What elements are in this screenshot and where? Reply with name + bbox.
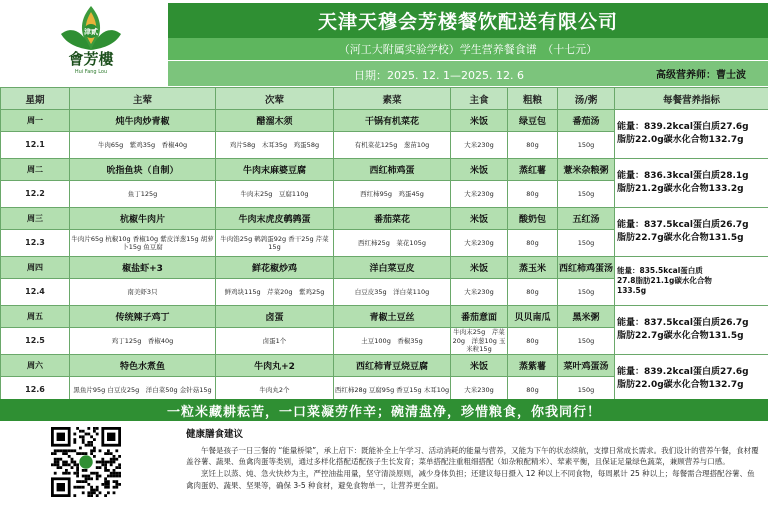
ingredient-cell: 150g [558,181,615,208]
ingredient-cell: 西红柿25g 菜花105g [334,230,451,257]
ingredient-cell: 鸡片58g 木耳35g 鸡蛋58g [216,132,334,159]
column-header: 素菜 [334,88,451,110]
qr-code-icon [51,427,121,497]
ingredient-cell: 牛肉片65g 杭椒10g 香椒10g 紫皮洋葱15g 胡萝卜15g 鱼豆腐 [70,230,216,257]
logo-brand-name: 會芳樓 [68,50,114,68]
dish-cell: 番茄汤 [558,110,615,132]
ingredient-cell: 西红柿95g 鸡蛋45g [334,181,451,208]
column-header: 次荤 [216,88,334,110]
ingredient-cell: 黑鱼片95g 白豆皮25g 洋白菜50g 金针菇15g [70,377,216,404]
weekday-cell: 周六 [1,355,70,377]
dish-cell: 椒盐虾+3 [70,257,216,279]
ingredient-cell: 150g [558,377,615,404]
ingredient-cell: 大米230g [451,279,508,306]
nutrition-line: 133.5g [617,286,647,296]
ingredient-cell: 有机菜花125g 葱苗10g [334,132,451,159]
column-header: 粗粮 [508,88,558,110]
diet-advice [186,428,762,491]
leaf-logo-icon [57,4,125,52]
ingredient-cell: 150g [558,132,615,159]
ingredient-cell: 卤蛋1个 [216,328,334,355]
dish-cell: 黑米粥 [558,306,615,328]
ingredient-cell: 牛肉馅25g 鹌鹑蛋92g 香干25g 芹菜15g [216,230,334,257]
logo-brand-en: Hui Fang Lou [74,69,108,75]
nutrition-line: 脂肪22.0g碳水化合物132.7g [617,135,744,145]
dish-row [1,110,768,132]
ingredient-cell: 牛肉末25g 芹菜20g 洋葱10g 玉米粒15g [451,328,508,355]
advice-paragraph: 午餐是孩子一日三餐的 “能量桥梁”，承上启下：既能补全上午学习、活动消耗的能量与营养，又能为下午的状态续航，支撑日常成长需求。我们设计的营养午餐，食材覆盖谷薯、蔬果、鱼禽肉蛋等类别，通过多样化搭配适配孩子生长发育；菜单搭配注重粗细搭配（如杂粮配精米）、荤素平衡，且保证足量绿色蔬菜，兼顾营养与口感。 [186,445,759,467]
dish-cell: 酸奶包 [508,208,558,230]
date-range: 日期：2025. 12. 1—2025. 12. 6 [354,69,524,82]
company-logo [0,0,165,86]
column-header: 主荤 [70,88,216,110]
dish-cell: 醋溜木须 [216,110,334,132]
nutrition-cell [615,306,768,355]
ingredient-cell: 大米230g [451,132,508,159]
nutrition-line: 27.8脂肪21.1g碳水化合物 [617,275,712,285]
dish-cell: 青椒土豆丝 [334,306,451,328]
ingredient-cell: 鲜鸡块115g 芹菜20g 紫鸡25g [216,279,334,306]
nutrition-line: 脂肪21.2g碳水化合物133.2g [617,184,744,194]
dish-cell: 西红柿鸡蛋汤 [558,257,615,279]
dish-cell: 米饭 [451,110,508,132]
dish-cell: 牛肉丸+2 [216,355,334,377]
nutrition-line: 能量：836.3kcal蛋白质28.1g [617,170,749,181]
column-header: 主食 [451,88,508,110]
dish-cell: 炖牛肉炒青椒 [70,110,216,132]
ingredient-cell: 大米230g [451,377,508,404]
ingredient-cell: 80g [508,328,558,355]
ingredient-cell: 牛肉丸2个 [216,377,334,404]
date-cell: 12.1 [1,132,70,159]
dish-cell: 五红汤 [558,208,615,230]
dish-cell: 西红柿鸡蛋 [334,159,451,181]
dish-cell: 贝贝南瓜 [508,306,558,328]
dish-cell: 米饭 [451,208,508,230]
weekday-cell: 周一 [1,110,70,132]
ingredient-cell: 80g [508,181,558,208]
dish-cell: 薏米杂粮粥 [558,159,615,181]
dish-cell: 西红柿青豆烧豆腐 [334,355,451,377]
ingredient-cell: 西红柿28g 豆腐95g 香豆15g 木耳10g [334,377,451,404]
svg-text:津貳: 津貳 [84,28,98,36]
nutrition-line: 能量：835.5kcal蛋白质 [617,265,703,275]
ingredient-cell: 鱼丁125g [70,181,216,208]
nutrition-line: 脂肪22.7g碳水化合物131.5g [617,233,744,243]
nutrition-line: 脂肪22.0g碳水化合物132.7g [617,380,744,390]
dish-cell: 米饭 [451,257,508,279]
dish-cell: 干锅有机菜花 [334,110,451,132]
weekday-cell: 周二 [1,159,70,181]
ingredient-cell: 牛肉末25g 豆腐110g [216,181,334,208]
nutrition-cell [615,208,768,257]
ingredient-cell: 80g [508,377,558,404]
ingredient-cell: 白豆皮35g 洋白菜110g [334,279,451,306]
ingredient-cell: 80g [508,132,558,159]
ingredient-cell: 牛肉65g 紫鸡35g 香椒40g [70,132,216,159]
dish-row [1,208,768,230]
dish-cell: 吮指鱼块（自制） [70,159,216,181]
dish-row [1,306,768,328]
column-header: 星期 [1,88,70,110]
dish-cell: 番茄菜花 [334,208,451,230]
nutrition-cell [615,355,768,404]
date-cell: 12.5 [1,328,70,355]
nutrition-cell [615,257,768,306]
ingredient-cell: 150g [558,230,615,257]
date-cell: 12.6 [1,377,70,404]
nutritionist-label: 高级营养师：曹士波 [656,70,746,81]
dish-cell: 番茄意面 [451,306,508,328]
dish-cell: 米饭 [451,355,508,377]
ingredient-cell: 鸡丁125g 香椒40g [70,328,216,355]
dish-cell: 蒸红薯 [508,159,558,181]
nutrition-cell [615,110,768,159]
dish-row [1,355,768,377]
weekday-cell: 周三 [1,208,70,230]
dish-cell: 蒸紫薯 [508,355,558,377]
ingredient-cell: 150g [558,279,615,306]
dish-cell: 卤蛋 [216,306,334,328]
advice-paragraph: 烹饪上以蒸、炖、急火快炒为主，严控油盐用量，坚守清淡原则，减少身体负担；还建议每日摄入 12 种以上不同食物，每周累计 25 种以上；每餐需合理搭配谷薯、鱼禽肉蛋奶、蔬果、坚果等，确保 3-5 种食材，避免食物单一，让营养更全面。 [186,468,755,490]
weekday-cell: 周五 [1,306,70,328]
ingredient-cell: 南美虾3只 [70,279,216,306]
nutrition-cell [615,159,768,208]
column-header: 汤/粥 [558,88,615,110]
dish-cell: 特色水煮鱼 [70,355,216,377]
dish-cell: 杭椒牛肉片 [70,208,216,230]
nutrition-line: 能量：839.2kcal蛋白质27.6g [617,121,749,132]
dish-cell: 传统辣子鸡丁 [70,306,216,328]
date-cell: 12.2 [1,181,70,208]
dish-cell: 牛肉末麻婆豆腐 [216,159,334,181]
nutrition-line: 能量：837.5kcal蛋白质26.7g [617,317,749,328]
column-header: 每餐营养指标 [615,88,768,110]
dish-cell: 牛肉末虎皮鹌鹑蛋 [216,208,334,230]
dish-cell: 洋白菜豆皮 [334,257,451,279]
ingredient-cell: 80g [508,279,558,306]
ingredient-cell: 150g [558,328,615,355]
dish-cell: 蒸玉米 [508,257,558,279]
nutrition-line: 能量：837.5kcal蛋白质26.7g [617,219,749,230]
ingredient-cell: 大米230g [451,181,508,208]
nutrition-line: 能量：839.2kcal蛋白质27.6g [617,366,749,377]
dish-row [1,257,768,279]
dish-cell: 鲜花椒炒鸡 [216,257,334,279]
ingredient-cell: 土豆100g 香椒35g [334,328,451,355]
dish-row [1,159,768,181]
date-bar [168,61,768,86]
ingredient-cell: 80g [508,230,558,257]
slogan-banner: 一粒米藏耕耘苦，一口菜凝劳作辛；碗清盘净，珍惜粮食，你我同行！ [0,399,768,421]
dish-cell: 米饭 [451,159,508,181]
dish-cell: 菜叶鸡蛋汤 [558,355,615,377]
menu-table [0,87,768,404]
date-cell: 12.3 [1,230,70,257]
ingredient-cell: 大米230g [451,230,508,257]
menu-subtitle: （河工大附属实验学校）学生营养餐食谱 （十七元） [168,38,768,60]
weekday-cell: 周四 [1,257,70,279]
advice-title: 健康膳食建议 [186,429,244,440]
date-cell: 12.4 [1,279,70,306]
dish-cell: 绿豆包 [508,110,558,132]
company-title: 天津天穆会芳楼餐饮配送有限公司 [168,3,768,38]
table-header-row [1,88,768,110]
nutrition-line: 脂肪22.7g碳水化合物131.5g [617,331,744,341]
